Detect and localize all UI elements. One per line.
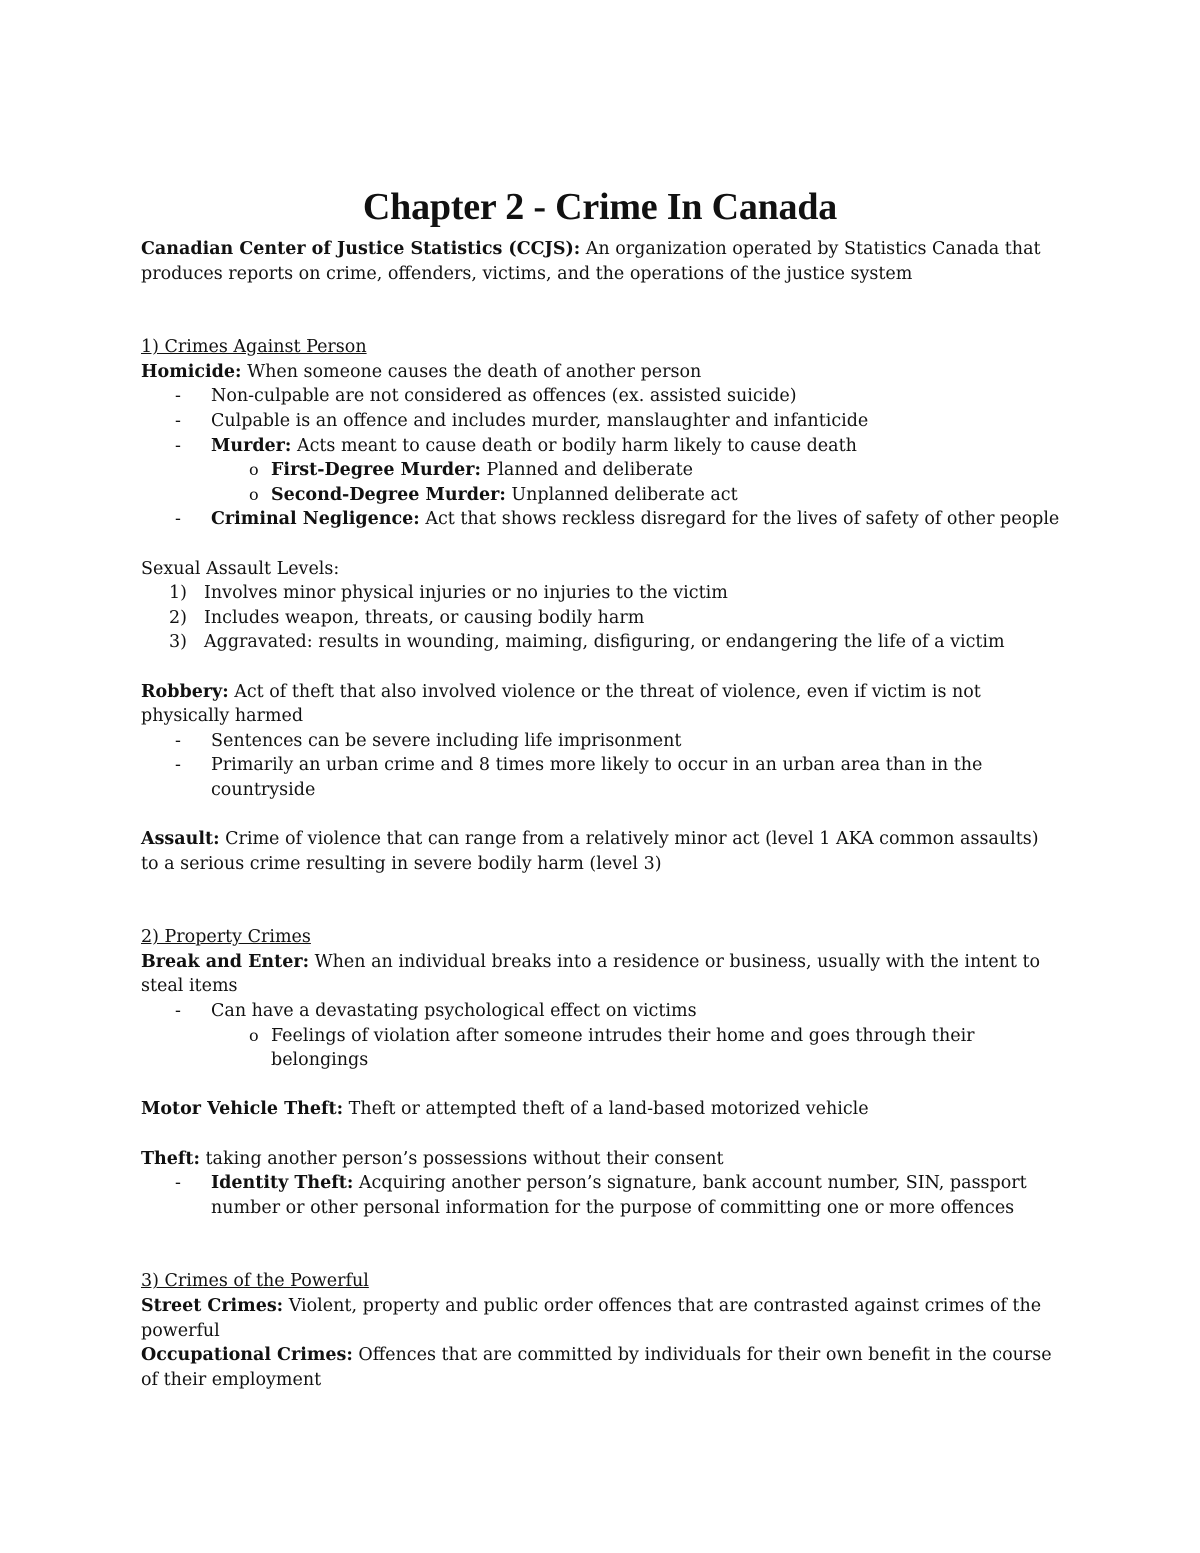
street-crimes-term: Street Crimes: — [141, 1295, 284, 1316]
murder-text: Acts meant to cause death or bodily harm likely to cause death — [291, 435, 857, 456]
list-item — [141, 434, 1061, 459]
homicide-term: Homicide: — [141, 361, 242, 382]
identity-theft-text: Acquiring another person’s signature, bank account number, SIN, passport number or other personal information for the purpose of committing one or more offences — [211, 1173, 1027, 1218]
homicide-definition — [141, 360, 1061, 385]
list-item — [141, 1024, 1061, 1073]
dash-bullet: - — [175, 1001, 181, 1022]
dash-bullet: - — [175, 435, 181, 456]
dash-bullet: - — [175, 730, 181, 751]
murder-term: Murder: — [211, 435, 292, 456]
list-item-text: Primarily an urban crime and 8 times more likely to occur in an urban area than in the countryside — [211, 755, 983, 800]
motor-vehicle-term: Motor Vehicle Theft: — [141, 1099, 344, 1120]
theft-term: Theft: — [141, 1148, 200, 1169]
identity-theft-term: Identity Theft: — [211, 1173, 354, 1194]
street-crimes-text: Violent, property and public order offences that are contrasted against crimes of the powerful — [141, 1295, 1042, 1341]
occupational-crimes-text: Offences that are committed by individuals for their own benefit in the course of their employment — [141, 1345, 1052, 1390]
list-item-text: Can have a devastating psychological effect on victims — [211, 1001, 697, 1022]
break-enter-text: When an individual breaks into a residence or business, usually with the intent to steal items — [141, 951, 1041, 997]
sexual-assault-heading: Sexual Assault Levels: — [141, 558, 340, 579]
negligence-text: Act that shows reckless disregard for the lives of safety of other people — [419, 509, 1060, 530]
section-heading-property-crimes: 2) Property Crimes — [141, 927, 311, 948]
section-heading-crimes-of-the-powerful: 3) Crimes of the Powerful — [141, 1271, 369, 1292]
list-number: 2) — [169, 607, 187, 628]
list-item — [141, 409, 1061, 434]
ccjs-definition — [141, 237, 1061, 286]
document-body — [141, 185, 1061, 1392]
circle-bullet: o — [249, 460, 259, 480]
assault-term: Assault: — [141, 829, 220, 850]
list-item — [141, 483, 1061, 508]
list-number: 1) — [169, 583, 187, 604]
list-item-text: Includes weapon, threats, or causing bodily harm — [204, 607, 645, 628]
list-item — [141, 729, 1061, 754]
second-degree-text: Unplanned deliberate act — [505, 484, 738, 505]
assault-definition — [141, 827, 1061, 876]
first-degree-term: First-Degree Murder: — [271, 460, 481, 481]
circle-bullet: o — [249, 1025, 259, 1045]
list-item-text: Feelings of violation after someone intrudes their home and goes through their belongings — [271, 1025, 975, 1071]
ccjs-term: Canadian Center of Justice Statistics (CCJS): — [141, 239, 581, 259]
page-title: Chapter 2 - Crime In Canada — [362, 186, 838, 228]
dash-bullet: - — [175, 755, 181, 776]
street-crimes-definition — [141, 1294, 1061, 1343]
list-item-text: Sentences can be severe including life imprisonment — [211, 730, 682, 751]
list-item — [141, 1171, 1061, 1220]
occupational-crimes-definition — [141, 1343, 1061, 1392]
second-degree-term: Second-Degree Murder: — [271, 484, 506, 505]
break-enter-term: Break and Enter: — [141, 951, 310, 972]
dash-bullet: - — [175, 386, 181, 407]
motor-vehicle-text: Theft or attempted theft of a land-based motorized vehicle — [343, 1099, 869, 1120]
dash-bullet: - — [175, 410, 181, 431]
theft-text: taking another person’s possessions without their consent — [199, 1148, 724, 1169]
list-item-text: Non-culpable are not considered as offences (ex. assisted suicide) — [211, 386, 797, 407]
assault-text: Crime of violence that can range from a relatively minor act (level 1 AKA common assaults) to a serious crime resulting in severe bodily harm (level 3) — [141, 829, 1039, 874]
first-degree-text: Planned and deliberate — [480, 460, 693, 481]
break-enter-definition — [141, 950, 1061, 999]
occupational-crimes-term: Occupational Crimes: — [141, 1345, 353, 1366]
list-item — [141, 630, 1061, 655]
list-item — [141, 458, 1061, 483]
motor-vehicle-definition — [141, 1097, 1061, 1122]
circle-bullet: o — [249, 484, 259, 504]
theft-definition — [141, 1147, 1061, 1172]
list-item — [141, 507, 1061, 532]
section-heading-crimes-against-person: 1) Crimes Against Person — [141, 337, 367, 358]
robbery-term: Robbery: — [141, 681, 229, 702]
list-number: 3) — [169, 632, 187, 653]
homicide-text: When someone causes the death of another person — [241, 361, 702, 382]
negligence-term: Criminal Negligence: — [211, 509, 420, 530]
list-item — [141, 581, 1061, 606]
list-item-text: Involves minor physical injuries or no injuries to the victim — [204, 583, 728, 604]
list-item — [141, 384, 1061, 409]
list-item-text: Aggravated: results in wounding, maiming, disfiguring, or endangering the life of a victim — [204, 632, 1005, 653]
dash-bullet: - — [175, 1173, 181, 1194]
robbery-definition — [141, 680, 1061, 729]
dash-bullet: - — [175, 509, 181, 530]
ccjs-text: An organization operated by Statistics Canada that produces reports on crime, offenders, victims, and the operations of the justice system — [141, 239, 1041, 284]
list-item — [141, 606, 1061, 631]
list-item-text: Culpable is an offence and includes murder, manslaughter and infanticide — [211, 410, 869, 431]
list-item — [141, 999, 1061, 1024]
list-item — [141, 753, 1061, 802]
robbery-text: Act of theft that also involved violence or the threat of violence, even if victim is not physically harmed — [141, 681, 981, 727]
